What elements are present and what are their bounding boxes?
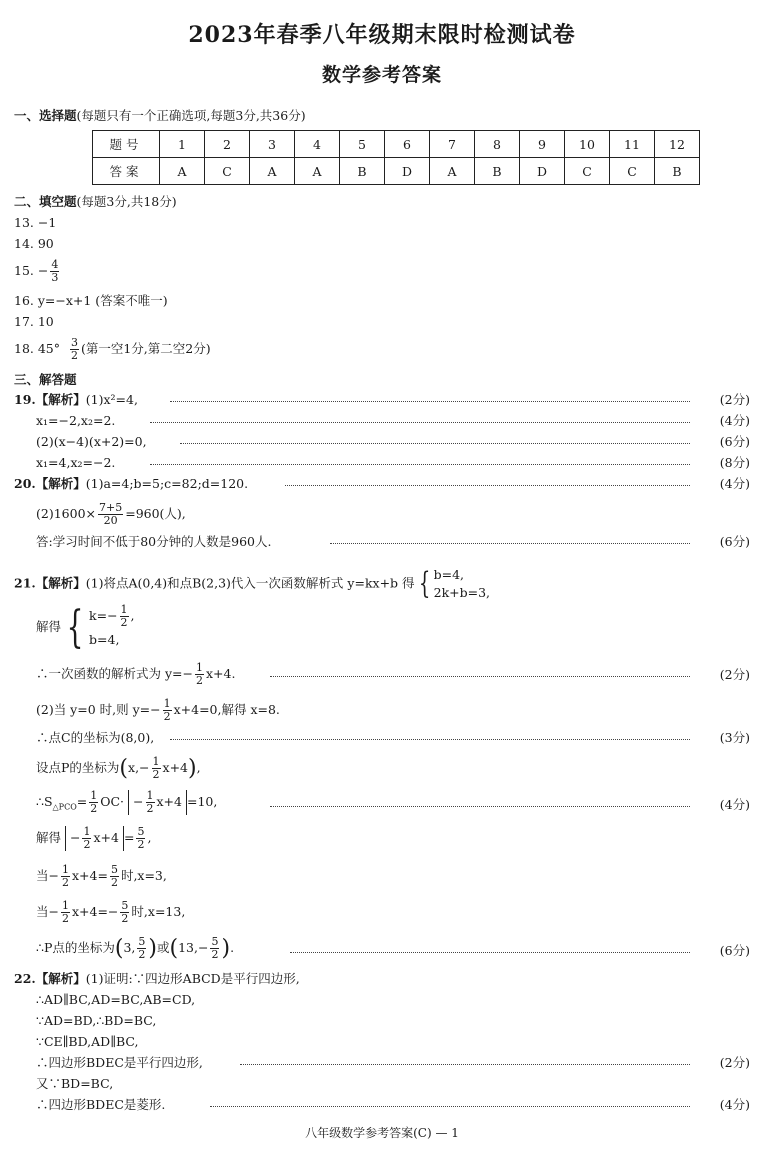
fraction: $\frac{1}{2}$ bbox=[152, 755, 160, 781]
table-cell: A bbox=[250, 158, 295, 185]
score-label: (2分) bbox=[719, 392, 750, 407]
page-subtitle: 数学参考答案 bbox=[321, 64, 442, 86]
table-cell: 1 bbox=[160, 131, 205, 158]
table-header-cell: 题号 bbox=[93, 131, 160, 158]
answer-16: 16. y=−x+1 (答案不唯一) bbox=[14, 293, 168, 308]
answer-14: 14. 90 bbox=[14, 236, 54, 251]
fraction: $\frac{5}{2}$ bbox=[137, 825, 145, 851]
dot-leader bbox=[150, 464, 690, 465]
table-cell: A bbox=[430, 158, 475, 185]
fraction: $\frac{1}{2}$ bbox=[61, 863, 69, 889]
fraction: $\frac{1}{2}$ bbox=[90, 789, 98, 815]
answer-13: 13. −1 bbox=[14, 215, 57, 230]
score-label: (2分) bbox=[719, 1055, 750, 1070]
q20-line-1: 20.【解析】(1)a=4;b=5;c=82;d=120. bbox=[14, 476, 249, 491]
q20-line-2: (2)1600× $\frac{7+5}{20}$ =960(人), bbox=[36, 501, 186, 527]
table-cell: 12 bbox=[655, 131, 700, 158]
fraction: $\frac{1}{2}$ bbox=[120, 603, 128, 629]
table-cell: B bbox=[340, 158, 385, 185]
table-row bbox=[93, 158, 700, 185]
q22-line-5: ∴四边形BDEC是平行四边形, bbox=[36, 1055, 203, 1070]
dot-leader bbox=[270, 676, 690, 677]
table-cell: 10 bbox=[565, 131, 610, 158]
q22-line-1: 22.【解析】(1)证明:∵四边形ABCD是平行四边形, bbox=[14, 971, 300, 986]
q22-line-4: ∵CE∥BD,AD∥BC, bbox=[36, 1034, 139, 1049]
q19-line-3: (2)(x−4)(x+2)=0, bbox=[36, 434, 147, 449]
table-row bbox=[93, 131, 700, 158]
fraction: $\frac{1}{2}$ bbox=[163, 697, 171, 723]
dot-leader bbox=[240, 1064, 690, 1065]
equation-system: b=4, 2k+b=3, bbox=[433, 567, 491, 600]
table-header-cell: 答案 bbox=[93, 158, 160, 185]
table-cell: A bbox=[295, 158, 340, 185]
equation-system: k=− $\frac{1}{2}$ , b=4, bbox=[89, 603, 135, 647]
table-cell: B bbox=[655, 158, 700, 185]
dot-leader bbox=[150, 422, 690, 423]
q21-line-7: $\therefore S_{\triangle PCO}=$ $\frac{1}{2}$ OC· − $\frac{1}{2}$ x+4 =10, bbox=[36, 789, 218, 815]
dot-leader bbox=[210, 1106, 690, 1107]
q21-line-1: 21.【解析】(1)将点A(0,4)和点B(2,3)代入一次函数解析式 y=kx+b 得 { b=4, 2k+b=3, bbox=[14, 566, 491, 601]
table-cell: 2 bbox=[205, 131, 250, 158]
table-cell: B bbox=[475, 158, 520, 185]
q21-line-6: 设点P的坐标为(x,− $\frac{1}{2}$ x+4), bbox=[36, 755, 201, 781]
fraction: $\frac{1}{2}$ bbox=[61, 899, 69, 925]
page-title: 2023年春季八年级期末限时检测试卷 bbox=[188, 22, 576, 48]
dot-leader bbox=[330, 543, 690, 544]
score-label: (2分) bbox=[719, 667, 750, 682]
page-footer: 八年级数学参考答案(C) — 1 bbox=[305, 1126, 459, 1140]
table-cell: 7 bbox=[430, 131, 475, 158]
score-label: (6分) bbox=[719, 943, 750, 958]
table-cell: 6 bbox=[385, 131, 430, 158]
score-label: (8分) bbox=[719, 455, 750, 470]
dot-leader bbox=[180, 443, 690, 444]
q21-line-4: (2)当 y=0 时,则 y=− $\frac{1}{2}$ x+4=0,解得 x=8. bbox=[36, 697, 280, 723]
fraction: $\frac{5}{2}$ bbox=[138, 935, 146, 961]
q21-line-2: 解得 { k=− $\frac{1}{2}$ , b=4, bbox=[36, 601, 135, 653]
fraction: $\frac{4}{3}$ bbox=[51, 258, 59, 284]
q21-line-9: 当− $\frac{1}{2}$ x+4= $\frac{5}{2}$ 时,x=3, bbox=[36, 863, 167, 889]
score-label: (4分) bbox=[719, 1097, 750, 1112]
q22-line-2: ∴AD∥BC,AD=BC,AB=CD, bbox=[36, 992, 196, 1007]
table-cell: 4 bbox=[295, 131, 340, 158]
dot-leader bbox=[270, 806, 690, 807]
score-label: (4分) bbox=[719, 797, 750, 812]
dot-leader bbox=[285, 485, 690, 486]
answer-15: 15. − $\frac{4}{3}$ bbox=[14, 258, 59, 284]
q21-line-11: ∴P点的坐标为(3, $\frac{5}{2}$ )或(13,− $\frac{5}{2}$ ). bbox=[36, 935, 235, 961]
dot-leader bbox=[290, 952, 690, 953]
fraction: $\frac{1}{2}$ bbox=[195, 661, 203, 687]
q19-line-1: 19.【解析】(1)x²=4, bbox=[14, 392, 138, 407]
score-label: (4分) bbox=[719, 413, 750, 428]
q21-line-5: ∴点C的坐标为(8,0), bbox=[36, 730, 155, 745]
fraction: $\frac{7+5}{20}$ bbox=[99, 501, 123, 527]
table-cell: D bbox=[385, 158, 430, 185]
q21-line-3: ∴一次函数的解析式为 y=− $\frac{1}{2}$ x+4. bbox=[36, 661, 236, 687]
q21-line-10: 当− $\frac{1}{2}$ x+4=− $\frac{5}{2}$ 时,x=13, bbox=[36, 899, 186, 925]
section-choice-heading: 一、选择题(每题只有一个正确选项,每题3分,共36分) bbox=[14, 108, 306, 123]
choice-answer-table bbox=[92, 130, 700, 185]
table-cell: 11 bbox=[610, 131, 655, 158]
table-cell: 5 bbox=[340, 131, 385, 158]
table-cell: D bbox=[520, 158, 565, 185]
brace: { bbox=[66, 601, 84, 653]
q22-line-6: 又∵BD=BC, bbox=[36, 1076, 114, 1091]
dot-leader bbox=[170, 739, 690, 740]
answer-17: 17. 10 bbox=[14, 314, 54, 329]
fraction: $\frac{1}{2}$ bbox=[83, 825, 91, 851]
q22-line-3: ∵AD=BD,∴BD=BC, bbox=[36, 1013, 157, 1028]
q19-line-2: x₁=−2,x₂=2. bbox=[36, 413, 116, 428]
fraction: $\frac{3}{2}$ bbox=[70, 336, 78, 362]
fraction: $\frac{1}{2}$ bbox=[146, 789, 154, 815]
dot-leader bbox=[170, 401, 690, 402]
table-cell: C bbox=[565, 158, 610, 185]
q19-line-4: x₁=4,x₂=−2. bbox=[36, 455, 116, 470]
score-label: (4分) bbox=[719, 476, 750, 491]
score-label: (3分) bbox=[719, 730, 750, 745]
table-cell: A bbox=[160, 158, 205, 185]
q21-line-8: 解得 − $\frac{1}{2}$ x+4 = $\frac{5}{2}$ , bbox=[36, 825, 152, 851]
answer-18: 18. 45° $\frac{3}{2}$ (第一空1分,第二空2分) bbox=[14, 336, 211, 362]
table-cell: C bbox=[610, 158, 655, 185]
table-cell: C bbox=[205, 158, 250, 185]
brace: { bbox=[418, 566, 430, 601]
section-solution-heading: 三、解答题 bbox=[14, 372, 77, 387]
q22-line-7: ∴四边形BDEC是菱形. bbox=[36, 1097, 166, 1112]
table-cell: 9 bbox=[520, 131, 565, 158]
score-label: (6分) bbox=[719, 534, 750, 549]
score-label: (6分) bbox=[719, 434, 750, 449]
absolute-value: − $\frac{1}{2}$ x+4 bbox=[65, 826, 124, 851]
fraction: $\frac{5}{2}$ bbox=[110, 863, 118, 889]
q20-line-3: 答:学习时间不低于80分钟的人数是960人. bbox=[36, 534, 272, 549]
fraction: $\frac{5}{2}$ bbox=[211, 935, 219, 961]
table-cell: 8 bbox=[475, 131, 520, 158]
fraction: $\frac{5}{2}$ bbox=[121, 899, 129, 925]
table-cell: 3 bbox=[250, 131, 295, 158]
absolute-value: − $\frac{1}{2}$ x+4 bbox=[128, 790, 187, 815]
section-fill-heading: 二、填空题(每题3分,共18分) bbox=[14, 194, 177, 209]
